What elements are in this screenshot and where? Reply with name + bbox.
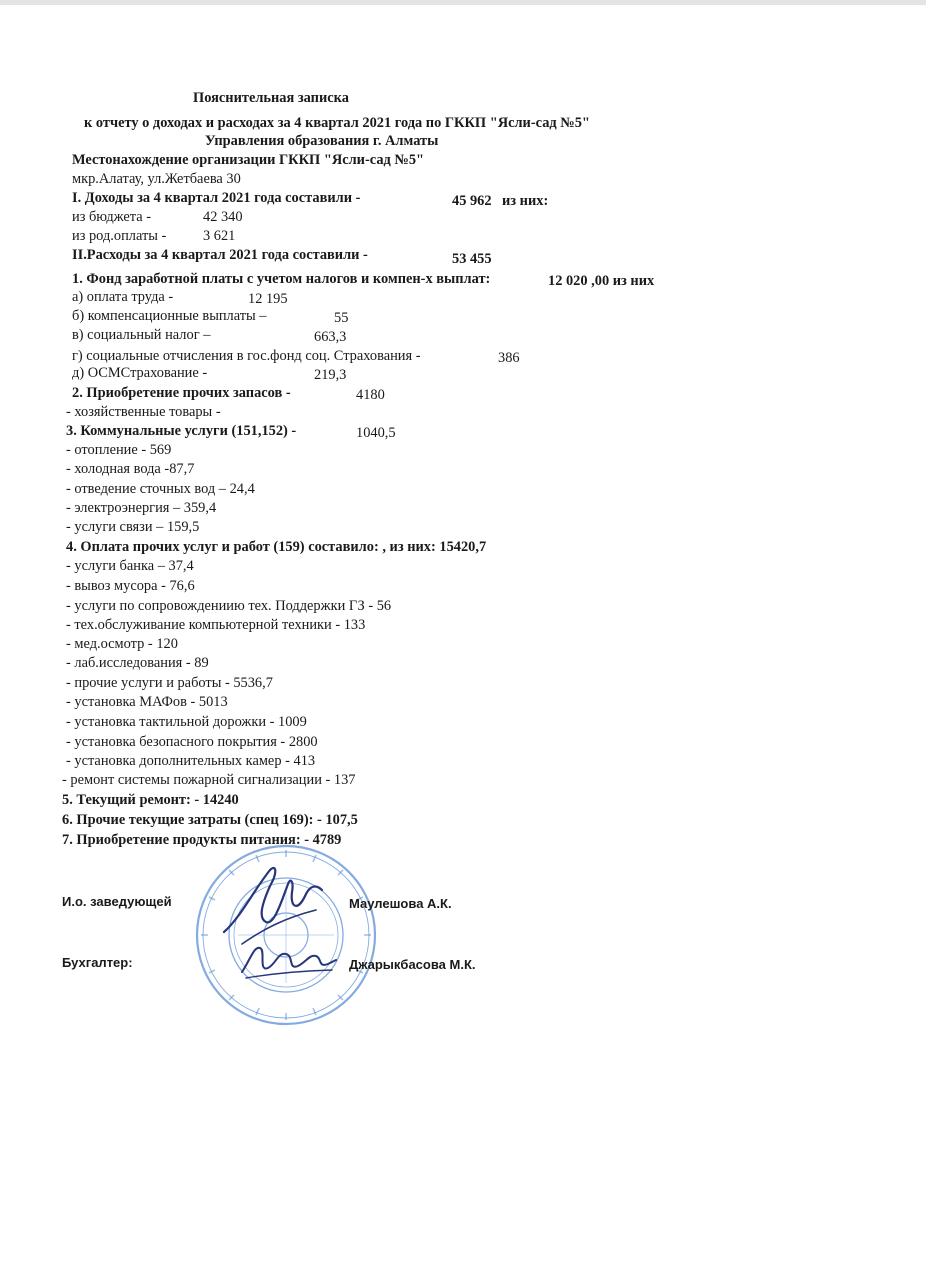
services-item: - установка МАФов - 5013 — [66, 694, 228, 710]
payroll-item-label: г) социальные отчисления в гос.фонд соц. Страхования - — [72, 348, 421, 364]
head-signature — [218, 860, 328, 950]
accountant-role: Бухгалтер: — [62, 955, 133, 970]
services-item: - установка безопасного покрытия - 2800 — [66, 734, 318, 750]
top-bar — [0, 0, 926, 5]
services-item: - установка тактильной дорожки - 1009 — [66, 714, 307, 730]
utilities-value: 1040,5 — [356, 425, 396, 441]
location-label: Местонахождение организации ГККП "Ясли-сад №5" — [72, 152, 425, 168]
income-item-label: из род.оплаты - — [72, 228, 167, 244]
utilities-item: - отопление - 569 — [66, 442, 172, 458]
payroll-item-label: б) компенсационные выплаты – — [72, 308, 267, 324]
payroll-item-label: а) оплата труда - — [72, 289, 174, 305]
services-heading: 4. Оплата прочих услуг и работ (159) составило: , из них: 15420,7 — [66, 539, 487, 555]
location-address: мкр.Алатау, ул.Жетбаева 30 — [72, 171, 241, 187]
payroll-heading: 1. Фонд заработной платы с учетом налогов и компен-х выплат: — [72, 271, 491, 287]
supplies-item: - хозяйственные товары - — [66, 404, 221, 420]
accountant-name: Джарыкбасова М.К. — [349, 957, 476, 972]
income-suffix: из них: — [502, 193, 549, 209]
services-item: - установка дополнительных камер - 413 — [66, 753, 316, 769]
head-name: Маулешова А.К. — [349, 896, 452, 911]
services-item: - мед.осмотр - 120 — [66, 636, 178, 652]
income-total: 45 962 — [452, 193, 492, 209]
payroll-item-label: в) социальный налог – — [72, 327, 211, 343]
utilities-item: - услуги связи – 159,5 — [66, 519, 200, 535]
payroll-item-value: 55 — [334, 310, 349, 326]
head-role: И.о. заведующей — [62, 894, 172, 909]
services-item: - услуги по сопровождениию тех. Поддержки ГЗ - 56 — [66, 598, 392, 614]
income-item-value: 42 340 — [203, 209, 243, 225]
other-expenses-line: 6. Прочие текущие затраты (спец 169): - 107,5 — [62, 812, 358, 828]
services-item: - тех.обслуживание компьютерной техники - 133 — [66, 617, 366, 633]
repair-line: 5. Текущий ремонт: - 14240 — [62, 792, 239, 808]
doc-title: Пояснительная записка — [193, 90, 349, 106]
supplies-heading: 2. Приобретение прочих запасов - — [72, 385, 291, 401]
utilities-item: - отведение сточных вод – 24,4 — [66, 481, 255, 497]
food-line: 7. Приобретение продукты питания: - 4789 — [62, 832, 342, 848]
utilities-item: - холодная вода -87,7 — [66, 461, 195, 477]
services-item: - прочие услуги и работы - 5536,7 — [66, 675, 273, 691]
payroll-item-value: 663,3 — [314, 329, 347, 345]
income-item-label: из бюджета - — [72, 209, 152, 225]
payroll-value: 12 020 ,00 из них — [548, 273, 655, 289]
utilities-item: - электроэнергия – 359,4 — [66, 500, 217, 516]
doc-subtitle: к отчету о доходах и расходах за 4 квартал 2021 года по ГККП "Ясли-сад №5" — [84, 115, 590, 131]
payroll-item-value: 219,3 — [314, 367, 347, 383]
services-item: - ремонт системы пожарной сигнализации - 137 — [62, 772, 356, 788]
payroll-item-value: 12 195 — [248, 291, 288, 307]
accountant-signature — [236, 938, 340, 984]
supplies-value: 4180 — [356, 387, 385, 403]
services-item: - услуги банка – 37,4 — [66, 558, 194, 574]
income-item-value: 3 621 — [203, 228, 236, 244]
expenses-total: 53 455 — [452, 251, 492, 267]
expenses-heading: II.Расходы за 4 квартал 2021 года составили - — [72, 247, 368, 263]
doc-organization: Управления образования г. Алматы — [205, 133, 439, 149]
services-item: - лаб.исследования - 89 — [66, 655, 209, 671]
income-heading: I. Доходы за 4 квартал 2021 года составили - — [72, 190, 361, 206]
utilities-heading: 3. Коммунальные услуги (151,152) - — [66, 423, 297, 439]
services-item: - вывоз мусора - 76,6 — [66, 578, 195, 594]
payroll-item-label: д) ОСМСтрахование - — [72, 365, 208, 381]
payroll-item-value: 386 — [498, 350, 520, 366]
